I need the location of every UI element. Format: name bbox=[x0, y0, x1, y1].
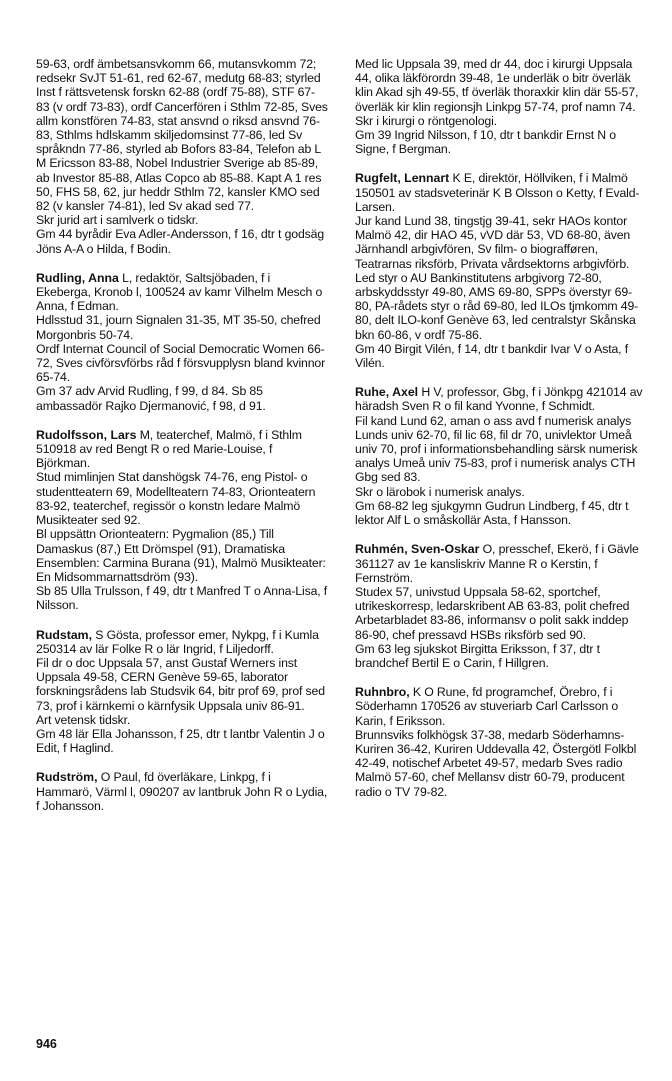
entry-ruhnbro bbox=[355, 685, 647, 799]
entry-text bbox=[355, 385, 647, 413]
entry-text: Gm 63 leg sjukskot Birgitta Eriksson, f 37, dtr t brandchef Bertil E o Carin, f Hillgren. bbox=[355, 641, 600, 670]
entry-text: Gm 68-82 leg sjukgymn Gudrun Lindberg, f 45, dtr t lektor Alf L o småskollär Asta, f Hansson. bbox=[355, 498, 629, 528]
entry-text: Skr i kirurgi o röntgenologi. bbox=[355, 113, 497, 128]
entry-rudling bbox=[36, 271, 328, 413]
entry-rudstrom bbox=[36, 770, 328, 813]
entry-ruhe bbox=[355, 385, 647, 527]
entry-continued bbox=[355, 57, 647, 156]
entry-name: Rugfelt, Lennart bbox=[355, 171, 450, 186]
entry-name: Ruhnbro, bbox=[355, 685, 410, 700]
entry-text: Skr o lärobok i numerisk analys. bbox=[355, 484, 525, 499]
entry-text: Studex 57, univstud Uppsala 58-62, sportchef, utrikeskorresp, ledarskribent AB 63-83, polit chefred Arbetarbladet 83-86, informansv o polit sakk inddep 86-90, chef pressavd HSBs riksförb sed 90. bbox=[355, 584, 630, 642]
entry-intro: H V, professor, Gbg, f i Jönkpg 421014 av häradsh Sven R o fil kand Yvonne, f Schmidt. bbox=[355, 385, 643, 414]
entry-text: Brunnsviks folkhögsk 37-38, medarb Söderhamns-Kuriren 36-42, Kuriren Uddevalla 42, Östergötl Folkbl 42-49, notischef Arbetet 49-57, medarb Sves radio Malmö 57-60, chef Mellansv distr 60-79, producent radio o TV 79-82. bbox=[355, 727, 637, 799]
entry-ruhmen bbox=[355, 542, 647, 670]
entry-name: Rudling, Anna bbox=[36, 270, 119, 285]
entry-text: Gm 39 Ingrid Nilsson, f 10, dtr t bankdir Ernst N o Signe, f Bergman. bbox=[355, 128, 616, 157]
entry-continued bbox=[36, 57, 328, 256]
entry-text: Gm 37 adv Arvid Rudling, f 99, d 84. Sb 85 ambassadör Rajko Djermanović, f 98, d 91. bbox=[36, 384, 266, 413]
entry-intro: O, presschef, Ekerö, f i Gävle 361127 av 1e kansliskriv Manne R o Kerstin, f Fernström. bbox=[355, 542, 639, 585]
entry-text: Gm 44 byrådir Eva Adler-Andersson, f 16, dtr t godsäg Jöns A-A o Hilda, f Bodin. bbox=[36, 227, 325, 256]
page-number: 946 bbox=[36, 1037, 57, 1051]
entry-text: Bl uppsättn Orionteatern: Pygmalion (85,) Till Damaskus (87,) Ett Drömspel (91), Dramatiska Ensemblen: Carmina Burana (91), Malmö Musikteater: En Midsommarnattsdröm (93). bbox=[36, 527, 326, 584]
right-column bbox=[355, 57, 647, 814]
entry-intro: O Paul, fd överläkare, Linkpg, f i Hammarö, Värml l, 090207 av lantbruk John R o Lydia, f Johansson. bbox=[36, 770, 328, 813]
entry-text bbox=[36, 770, 328, 813]
entry-text: Fil kand Lund 62, aman o ass avd f numerisk analys Lunds univ 62-70, fil lic 68, fil dr 70, univlektor Umeå univ 70, prof i informationsbehandling särsk numerisk analys Umeå univ 75-83, prof i numerisk analys CTH Gbg sed 83. bbox=[355, 413, 638, 485]
entry-text: Art vetensk tidskr. bbox=[36, 712, 131, 727]
entry-text bbox=[355, 685, 647, 728]
entry-text: 59-63, ordf ämbetsansvkomm 66, mutansvkomm 72; redsekr SvJT 51-61, red 62-67, medutg 68-83; styrled Inst f rättsvetensk forskn 62-88 (ordf 75-88), STF 67-83 (v ordf 73-83), ordf Cancerfören i Sthlm 72-85, Sves allm konstfören 74-83, stat ansvnd o riksd ansvnd 76-83, Sthlms hdlskamm skiljedomsinst 77-86, led Sv språkndn 77-86, styrled ab Bofors 83-84, Telefon ab L M Ericsson 83-88, Nobel Industrier Sverige ab 85-89, ab Investor 85-88, Atlas Copco ab 85-88. Kapt A 1 res 50, FHS 58, 62, jur heddr Sthlm 72, kansler KMO sed 82 (v kansler 74-81), led Sv akad sed 77. bbox=[36, 57, 328, 214]
entry-text: Stud mimlinjen Stat danshögsk 74-76, eng Pistol- o studentteatern 69, Modellteatern 74-83, Orionteatern 83-92, teaterchef, regissör o konstn ledare Malmö Musikteater sed 92. bbox=[36, 470, 316, 528]
entry-intro: L, redaktör, Saltsjöbaden, f i Ekeberga, Kronob l, 100524 av kamr Vilhelm Mesch o Anna, f Edman. bbox=[36, 270, 323, 314]
entry-text: Sb 85 Ulla Trulsson, f 49, dtr t Manfred T o Anna-Lisa, f Nilsson. bbox=[36, 584, 328, 613]
entry-text bbox=[355, 171, 647, 214]
entry-text: Fil dr o doc Uppsala 57, anst Gustaf Werners inst Uppsala 49-58, CERN Genève 59-65, laborator forskningsrådens lab Studsvik 64, bitr prof 69, prof sed 73, prof i kärnkemi o kärnfysik Uppsala univ 86-91. bbox=[36, 655, 325, 713]
left-column bbox=[36, 57, 328, 828]
entry-rugfelt bbox=[355, 171, 647, 370]
entry-text: Hdlsstud 31, journ Signalen 31-35, MT 35-50, chefred Morgonbris 50-74. bbox=[36, 313, 321, 342]
entry-text: Ordf Internat Council of Social Democratic Women 66-72, Sves civförsvförbs råd f försvupplysn bland kvinnor 65-74. bbox=[36, 341, 326, 385]
entry-text bbox=[355, 542, 647, 585]
entry-text: Gm 40 Birgit Vilén, f 14, dtr t bankdir Ivar V o Asta, f Vilén. bbox=[355, 341, 628, 371]
entry-intro: K O Rune, fd programchef, Örebro, f i Söderhamn 170526 av stuveriarb Carl Carlsson o Karin, f Eriksson. bbox=[355, 685, 619, 728]
entry-name: Ruhe, Axel bbox=[355, 385, 419, 400]
entry-name: Ruhmén, Sven-Oskar bbox=[355, 542, 480, 557]
entry-text bbox=[36, 428, 328, 471]
entry-text bbox=[36, 271, 328, 314]
entry-rudstam bbox=[36, 628, 328, 756]
entry-intro: M, teaterchef, Malmö, f i Sthlm 510918 av red Bengt R o red Marie-Louise, f Björkman. bbox=[36, 427, 302, 471]
entry-intro: S Gösta, professor emer, Nykpg, f i Kumla 250314 av lär Folke R o lär Ingrid, f Liljedorff. bbox=[36, 627, 319, 656]
entry-name: Rudolfsson, Lars bbox=[36, 427, 137, 442]
entry-text: Med lic Uppsala 39, med dr 44, doc i kirurgi Uppsala 44, olika läkförordn 39-48, 1e underläk o bitr överläk klin Akad sjh 49-55, tf överläk thoraxkir klin där 55-57, överläk kir klin regionsjh Linkpg 57-74, prof namn 74. bbox=[355, 57, 639, 114]
entry-text: Skr jurid art i samlverk o tidskr. bbox=[36, 213, 199, 228]
entry-name: Rudström, bbox=[36, 770, 98, 785]
entry-text: Gm 48 lär Ella Johansson, f 25, dtr t lantbr Valentin J o Edit, f Haglind. bbox=[36, 726, 325, 756]
entry-text: Jur kand Lund 38, tingstjg 39-41, sekr HAOs kontor Malmö 42, dir HAO 45, vVD där 53, VD 68-80, även Järnhandl arbgivfören, Sv film- o biografføren, Teatrarnas riksförb, Privata vårdsektorns arbgivförb. Led styr o AU Bankinstitutens arbgivorg 72-80, arbskyddsstyr 49-80, AMS 69-80, SPPs överstyr 69-80, PA-rådets styr o råd 69-80, led ILOs tjmkomm 49-80, delt ILO-konf Genève 63, led centralstyr Skånska bkn 60-86, v ordf 75-86. bbox=[355, 214, 639, 342]
entry-rudolfsson bbox=[36, 428, 328, 613]
entry-text bbox=[36, 628, 328, 656]
entry-name: Rudstam, bbox=[36, 627, 93, 642]
entry-intro: K E, direktör, Höllviken, f i Malmö 150501 av stadsveterinär K B Olsson o Ketty, f Evald-Larsen. bbox=[355, 171, 640, 214]
